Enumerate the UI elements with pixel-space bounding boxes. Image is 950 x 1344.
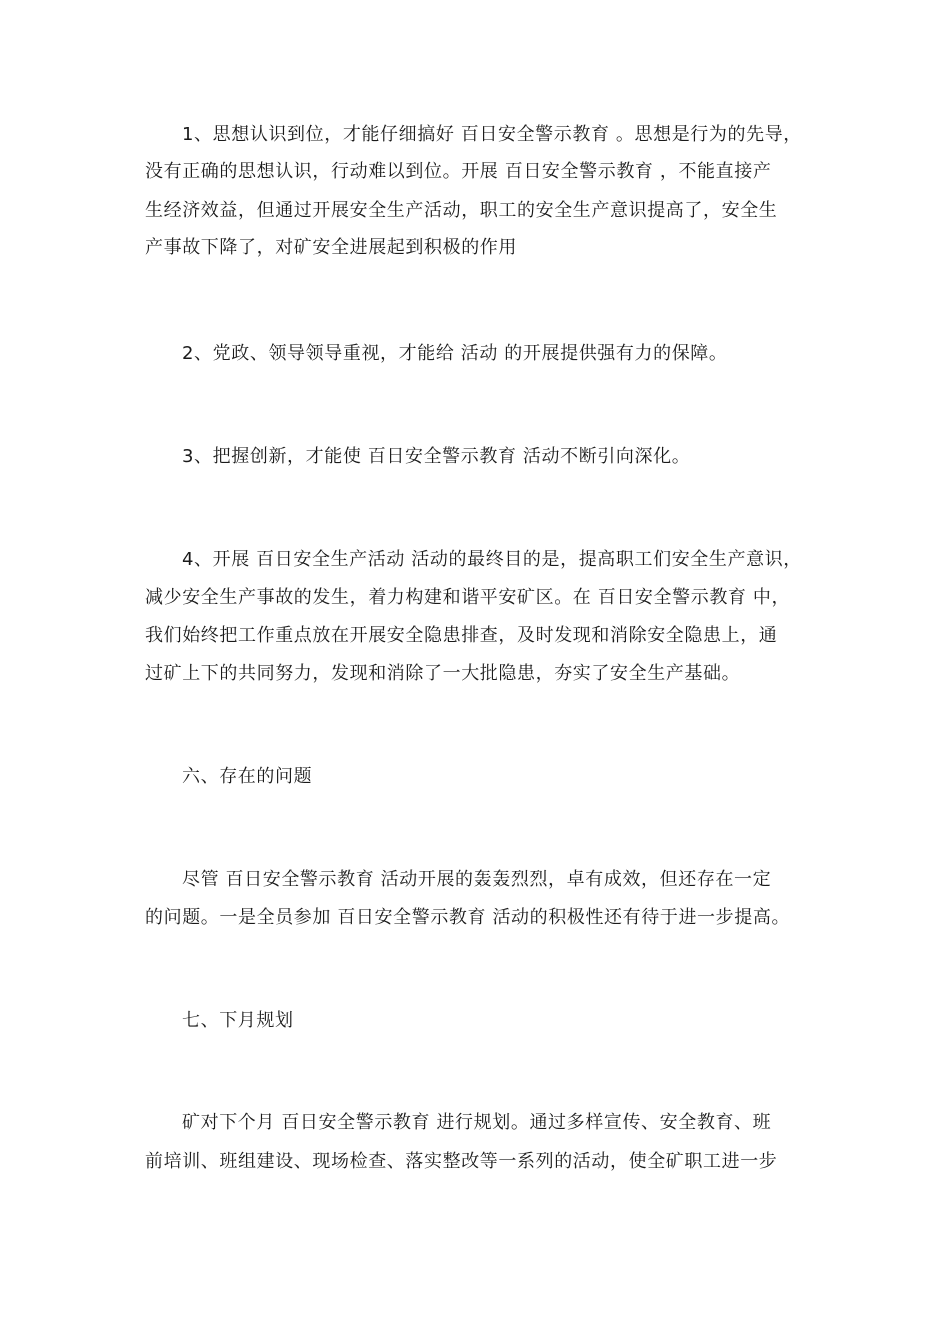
- section-heading-next-month-plan: 七、下月规划: [182, 1010, 294, 1031]
- paragraph-1-line-2: 没有正确的思想认识，行动难以到位。开展 百日安全警示教育 ，不能直接产: [145, 161, 772, 182]
- paragraph-5-line-1: 尽管 百日安全警示教育 活动开展的轰轰烈烈，卓有成效，但还存在一定: [182, 869, 772, 890]
- section-heading-issues: 六、存在的问题: [182, 766, 313, 787]
- paragraph-4-line-2: 减少安全生产事故的发生，着力构建和谐平安矿区。在 百日安全警示教育 中，: [145, 587, 791, 608]
- paragraph-6-line-2: 前培训、班组建设、现场检查、落实整改等一系列的活动，使全矿职工进一步: [145, 1151, 778, 1172]
- paragraph-1-line-1: 1、思想认识到位，才能仔细搞好 百日安全警示教育 。思想是行为的先导，: [182, 124, 802, 145]
- paragraph-5-line-2: 的问题。一是全员参加 百日安全警示教育 活动的积极性还有待于进一步提高。: [145, 907, 791, 928]
- paragraph-1-line-4: 产事故下降了，对矿安全进展起到积极的作用: [145, 237, 517, 258]
- paragraph-1-line-3: 生经济效益，但通过开展安全生产活动，职工的安全生产意识提高了，安全生: [145, 200, 778, 221]
- paragraph-3-line-1: 3、把握创新，才能使 百日安全警示教育 活动不断引向深化。: [182, 446, 691, 467]
- paragraph-2-line-1: 2、党政、领导领导重视，才能给 活动 的开展提供强有力的保障。: [182, 343, 728, 364]
- paragraph-4-line-3: 我们始终把工作重点放在开展安全隐患排查，及时发现和消除安全隐患上，通: [145, 625, 778, 646]
- paragraph-6-line-1: 矿对下个月 百日安全警示教育 进行规划。通过多样宣传、安全教育、班: [182, 1112, 772, 1133]
- paragraph-4-line-1: 4、开展 百日安全生产活动 活动的最终目的是，提高职工们安全生产意识，: [182, 549, 802, 570]
- paragraph-4-line-4: 过矿上下的共同努力，发现和消除了一大批隐患，夯实了安全生产基础。: [145, 663, 741, 684]
